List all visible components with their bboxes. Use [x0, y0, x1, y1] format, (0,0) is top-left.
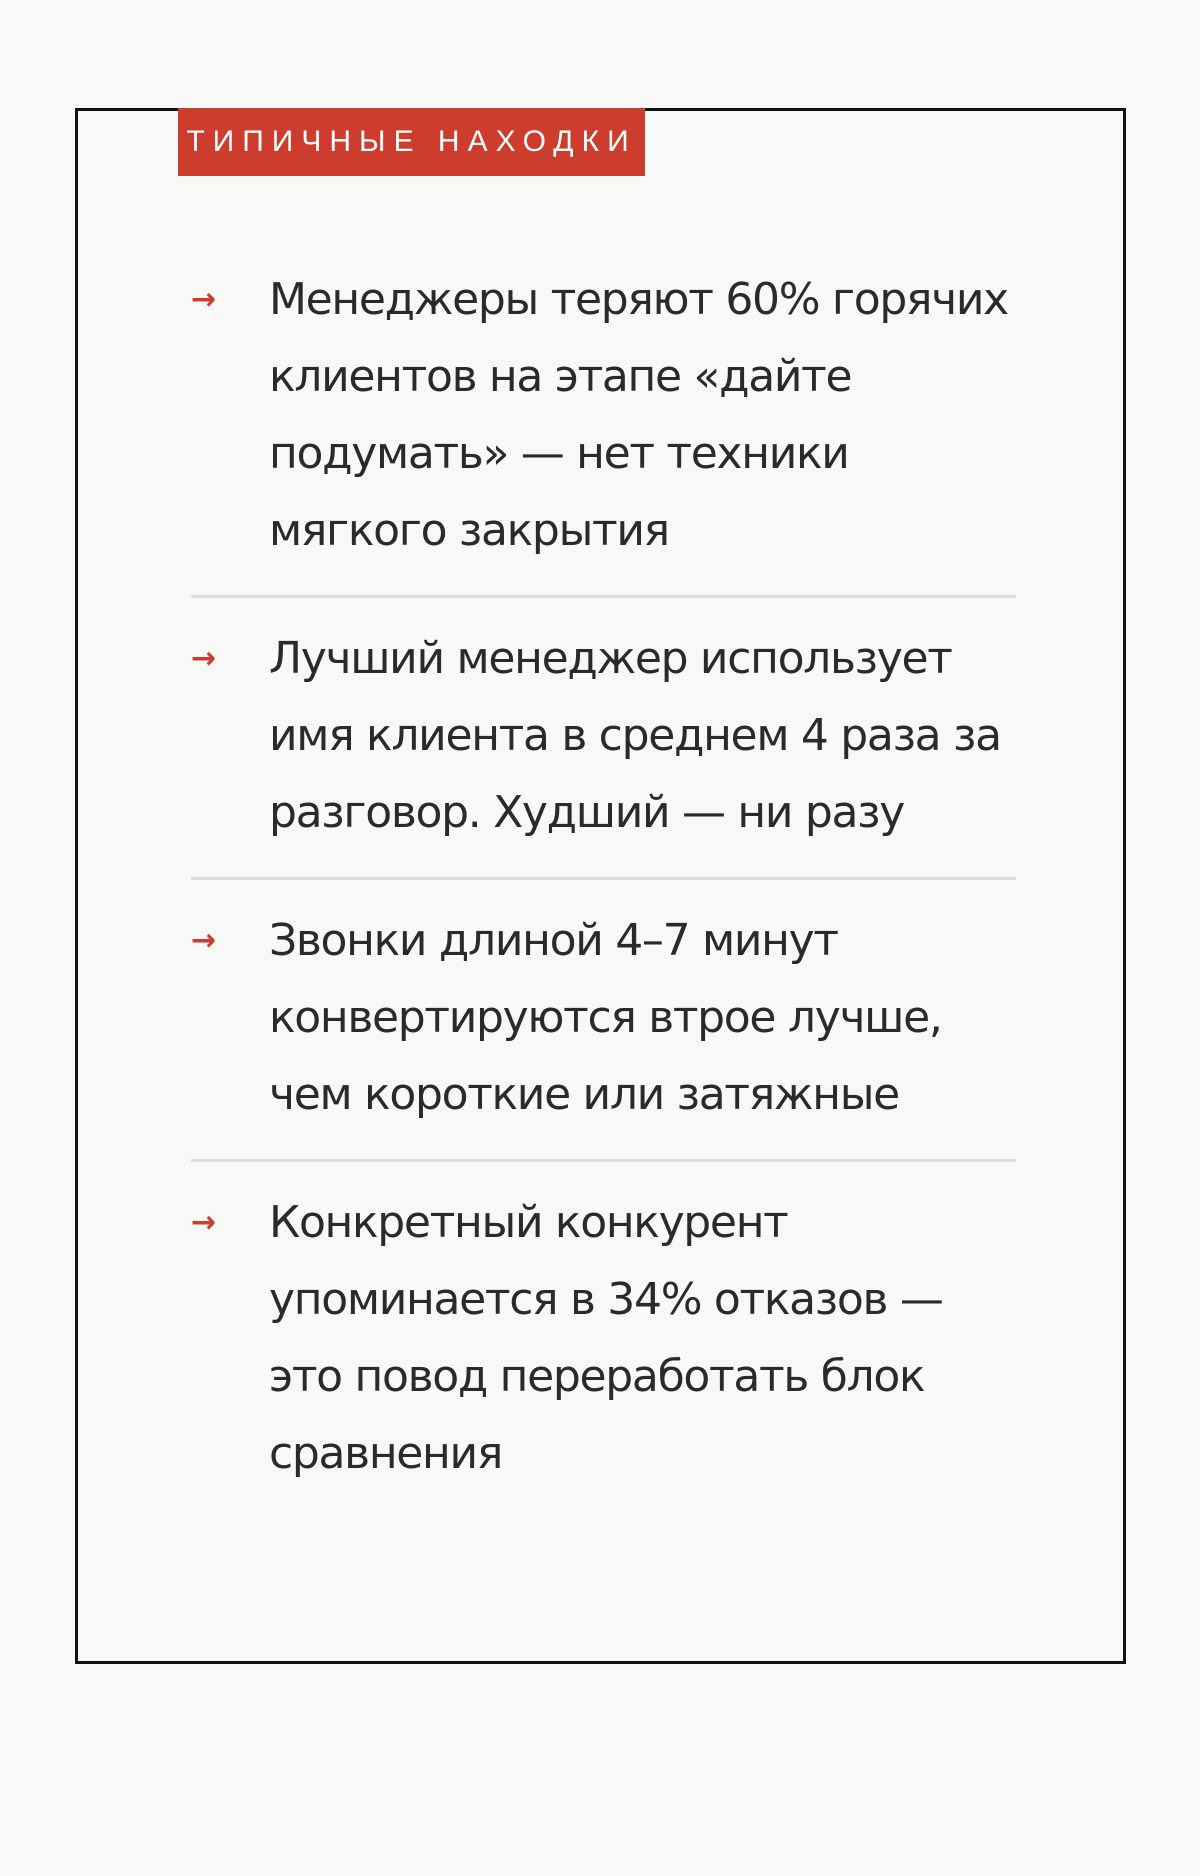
arrow-right-icon: → [191, 1205, 217, 1240]
list-item [191, 595, 1016, 877]
findings-list [191, 261, 1016, 1492]
finding-text: Лучший менеджер использует имя клиента в среднем 4 раза за разговор. Худший — ни разу [269, 633, 1001, 838]
list-item [191, 1159, 1016, 1492]
arrow-right-icon: → [191, 282, 217, 317]
finding-text: Менеджеры теряют 60% горячих клиентов на этапе «дайте подумать» — нет техники мягкого закрытия [269, 274, 1008, 556]
arrow-right-icon: → [191, 923, 217, 958]
list-item [191, 877, 1016, 1159]
list-item [191, 261, 1016, 595]
finding-text: Конкретный конкурент упоминается в 34% отказов — это повод переработать блок сравнения [269, 1197, 943, 1479]
findings-card [75, 108, 1126, 1664]
finding-text: Звонки длиной 4–7 минут конвертируются втрое лучше, чем короткие или затяжные [269, 915, 942, 1120]
arrow-right-icon: → [191, 641, 217, 676]
section-tag: ТИПИЧНЫЕ НАХОДКИ [178, 108, 645, 176]
